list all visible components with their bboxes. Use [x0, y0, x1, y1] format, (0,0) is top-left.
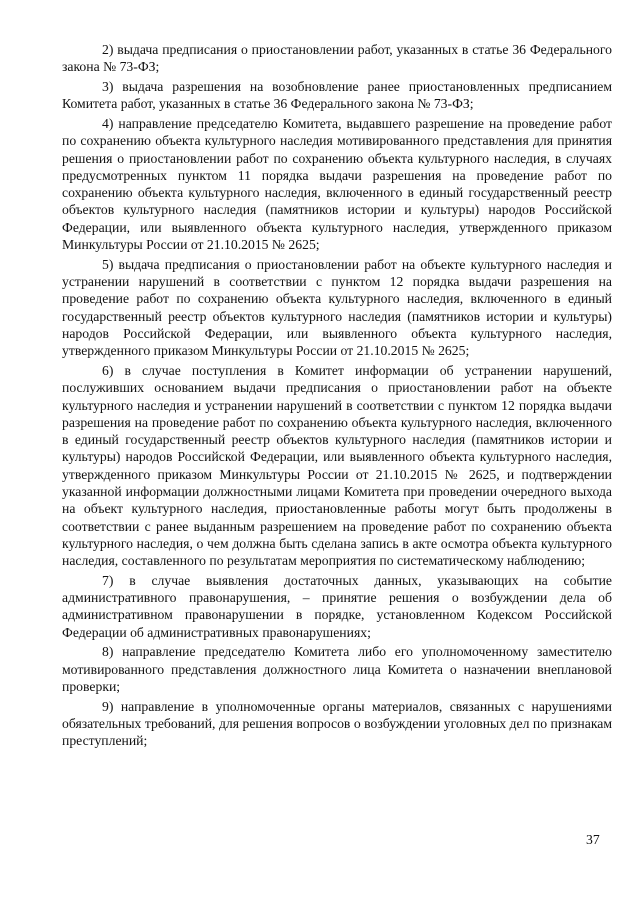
paragraph-item-8: 8) направление председателю Комитета либо его уполномоченному заместителю мотивированного представления должностного лица Комитета о назначении внеплановой проверки;: [62, 644, 612, 695]
paragraph-item-2: 2) выдача предписания о приостановлении работ, указанных в статье 36 Федерального закона № 73-ФЗ;: [62, 42, 612, 75]
page-number: 37: [586, 832, 600, 847]
paragraph-item-7: 7) в случае выявления достаточных данных, указывающих на событие административного правонарушения, – принятие решения о возбуждении дела об административном правонарушении в порядке, установленном Кодексом Российской Федерации об административных правонарушениях;: [62, 572, 612, 640]
paragraph-item-5: 5) выдача предписания о приостановлении работ на объекте культурного наследия и устранении нарушений в соответствии с пунктом 12 порядка выдачи разрешения на проведение работ по сохранению объекта культурного наследия, включенного в единый государственный реестр объектов культурного наследия (памятников истории и культуры) народов Российской Федерации, или выявленного объекта культурного наследия, утвержденного приказом Минкультуры России от 21.10.2015 № 2625;: [62, 256, 612, 359]
body-text: [62, 41, 612, 752]
paragraph-item-3: 3) выдача разрешения на возобновление ранее приостановленных предписанием Комитета работ, указанных в статье 36 Федерального закона № 73-ФЗ;: [62, 78, 612, 112]
paragraph-item-6: 6) в случае поступления в Комитет информации об устранении нарушений, послуживших основанием выдачи предписания о приостановлении работ на объекте культурного наследия и устранении нарушений в соответствии с пунктом 12 порядка выдачи разрешения на проведение работ по сохранению объекта культурного наследия, включенного в единый государственный реестр объектов культурного наследия (памятников истории и культуры) народов Российской Федерации, или выявленного объекта культурного наследия, утвержденного приказом Минкультуры России от 21.10.2015 № 2625, и подтверждении указанной информации должностными лицами Комитета при проведении очередного выхода на объект культурного наследия, приостановленные работы могут быть продолжены в соответствии с ранее выданным разрешением на проведение работ по сохранению объекта культурного наследия, о чем должна быть сделана запись в акте осмотра объекта культурного наследия, составленного по результатам мероприятия по систематическому наблюдению;: [62, 362, 612, 569]
paragraph-item-9: 9) направление в уполномоченные органы материалов, связанных с нарушениями обязательных требований, для решения вопросов о возбуждении уголовных дел по признакам преступлений;: [62, 698, 612, 749]
paragraph-item-4: 4) направление председателю Комитета, выдавшего разрешение на проведение работ по сохранению объекта культурного наследия мотивированного представления для принятия решения о приостановлении работ по сохранению объекта культурного наследия, в случаях предусмотренных пунктом 11 порядка выдачи разрешения на проведение работ по сохранению объекта культурного наследия, включенного в единый государственный реестр объектов культурного наследия (памятников истории и культуры) народов Российской Федерации, или выявленного объекта культурного наследия, утвержденного приказом Минкультуры России от 21.10.2015 № 2625;: [62, 115, 612, 253]
